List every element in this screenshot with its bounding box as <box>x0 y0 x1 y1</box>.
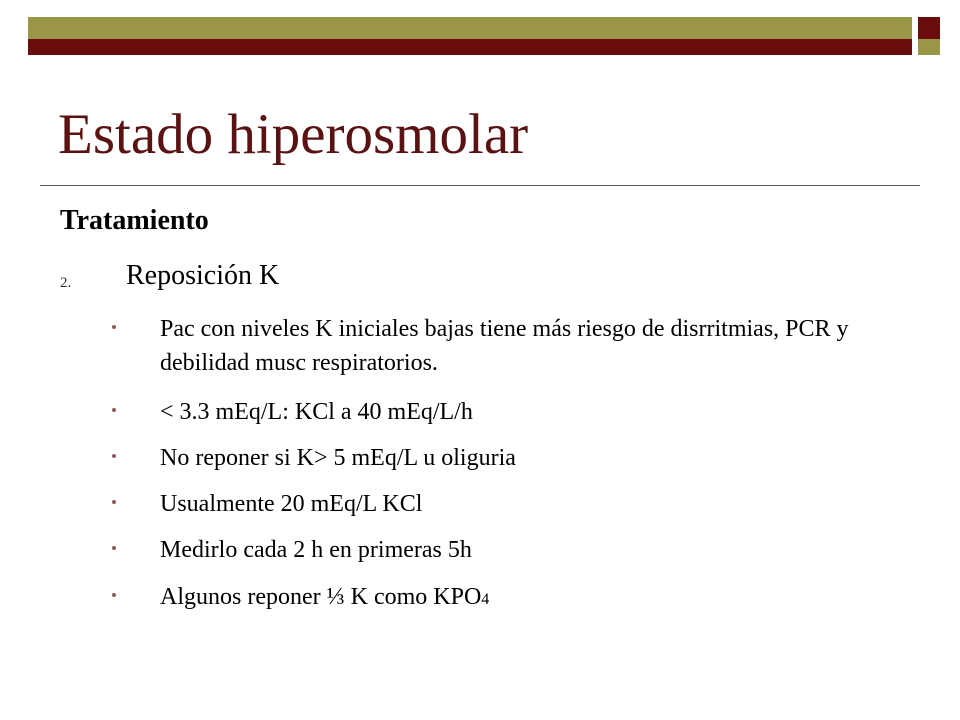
bullet-item <box>112 312 852 380</box>
bullet-dot-icon <box>112 454 116 458</box>
bullet-dot-icon <box>112 593 116 597</box>
bullet-text-main: Algunos reponer ⅓ K como KPO <box>160 584 482 610</box>
bullet-dot-icon <box>112 546 116 550</box>
section-heading: Tratamiento <box>60 205 209 236</box>
bullet-text: < 3.3 mEq/L: KCl a 40 mEq/L/h <box>160 399 473 425</box>
bullet-dot-icon <box>112 500 116 504</box>
bullet-text: Usualmente 20 mEq/L KCl <box>160 491 423 517</box>
corner-square-maroon <box>918 17 940 39</box>
bullet-item <box>112 487 852 521</box>
numbered-item-marker: 2. <box>60 275 72 291</box>
header-band-maroon <box>28 39 912 55</box>
corner-square-olive <box>918 39 940 55</box>
numbered-item-label: Reposición K <box>126 260 280 291</box>
bullet-text: Medirlo cada 2 h en primeras 5h <box>160 537 472 563</box>
header-band-olive <box>28 17 912 39</box>
bullet-dot-icon <box>112 408 116 412</box>
bullet-dot-icon <box>112 325 116 329</box>
bullet-text: No reponer si K> 5 mEq/L u oliguria <box>160 445 516 471</box>
bullet-text: Pac con niveles K iniciales bajas tiene más riesgo de disrritmias, PCR y debilidad musc respiratorios. <box>160 316 849 376</box>
bullet-item <box>112 395 852 429</box>
bullet-text-last <box>160 580 850 617</box>
title-divider <box>40 185 920 186</box>
subscript-digit: 4 <box>481 591 490 608</box>
slide-title: Estado hiperosmolar <box>58 103 529 166</box>
bullet-item <box>112 580 852 614</box>
bullet-item <box>112 441 852 475</box>
bullet-item <box>112 533 852 567</box>
